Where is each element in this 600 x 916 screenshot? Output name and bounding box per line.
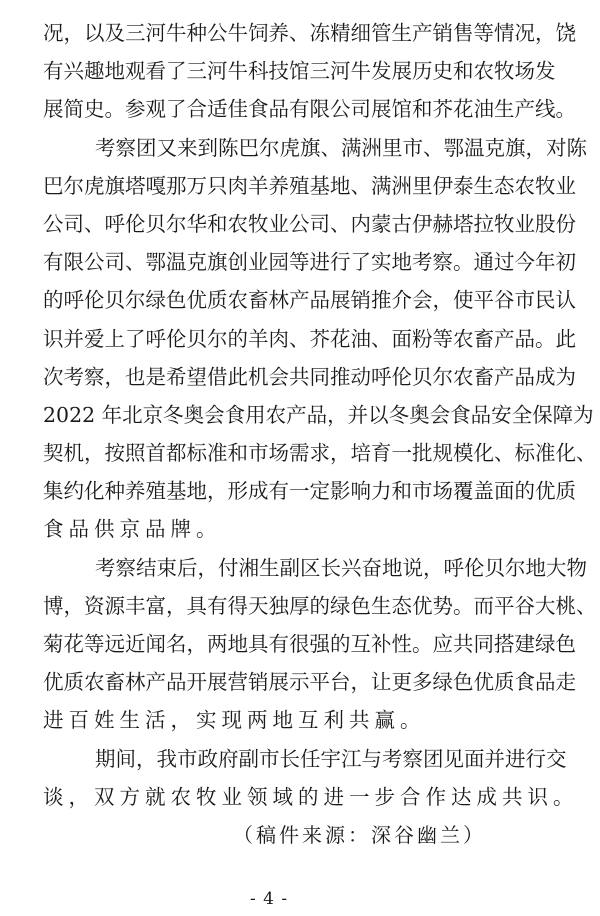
text-line: 考察团又来到陈巴尔虎旗、满洲里市、鄂温克旗，对陈 [95, 135, 587, 160]
text-line: 考察结束后，付湘生副区长兴奋地说，呼伦贝尔地大物 [95, 555, 587, 580]
text-line: 展简史。参观了合适佳食品有限公司展馆和芥花油生产线。 [43, 97, 576, 122]
text-line: 谈，双方就农牧业领域的进一步合作达成共识。 [43, 784, 579, 809]
text-line: 2022 年北京冬奥会食用农产品，并以冬奥会食品安全保障为 [43, 402, 594, 427]
text-line: 进百姓生活，实现两地互利共赢。 [43, 708, 426, 733]
text-line: 识并爱上了呼伦贝尔的羊肉、芥花油、面粉等农畜产品。此 [43, 326, 576, 351]
paragraph [43, 129, 597, 549]
text-line: 集约化种养殖基地，形成有一定影响力和市场覆盖面的优质 [43, 479, 576, 504]
text-line: 食品供京品牌。 [43, 517, 222, 542]
text-line: 巴尔虎旗塔嘎那万只肉羊养殖基地、满洲里伊泰生态农牧业 [43, 173, 576, 198]
paragraph [43, 549, 597, 740]
article-source: （稿件来源：深谷幽兰） [233, 823, 486, 847]
text-line: 契机，按照首都标准和市场需求，培育一批规模化、标准化、 [43, 441, 597, 466]
text-line: 有限公司、鄂温克旗创业园等进行了实地考察。通过今年初 [43, 250, 576, 275]
text-line: 博，资源丰富，具有得天独厚的绿色生态优势。而平谷大桃、 [43, 593, 597, 618]
text-line: 优质农畜林产品开展营销展示平台，让更多绿色优质食品走 [43, 670, 576, 695]
text-line: 公司、呼伦贝尔华和农牧业公司、内蒙古伊赫塔拉牧业股份 [43, 211, 576, 236]
body-text [43, 14, 597, 816]
paragraph [43, 740, 579, 816]
page-number: - 4 - [250, 889, 289, 909]
text-line: 有兴趣地观看了三河牛科技馆三河牛发展历史和农牧场发 [43, 59, 556, 84]
text-line: 况，以及三河牛种公牛饲养、冻精细管生产销售等情况，饶 [43, 21, 576, 45]
text-line: 期间，我市政府副市长任宇江与考察团见面并进行交 [95, 746, 567, 771]
text-line: 的呼伦贝尔绿色优质农畜林产品展销推介会，使平谷市民认 [43, 288, 576, 313]
paragraph [43, 14, 576, 129]
text-line: 次考察，也是希望借此机会共同推动呼伦贝尔农畜产品成为 [43, 364, 576, 389]
text-line: 菊花等远近闻名，两地具有很强的互补性。应共同搭建绿色 [43, 632, 576, 656]
